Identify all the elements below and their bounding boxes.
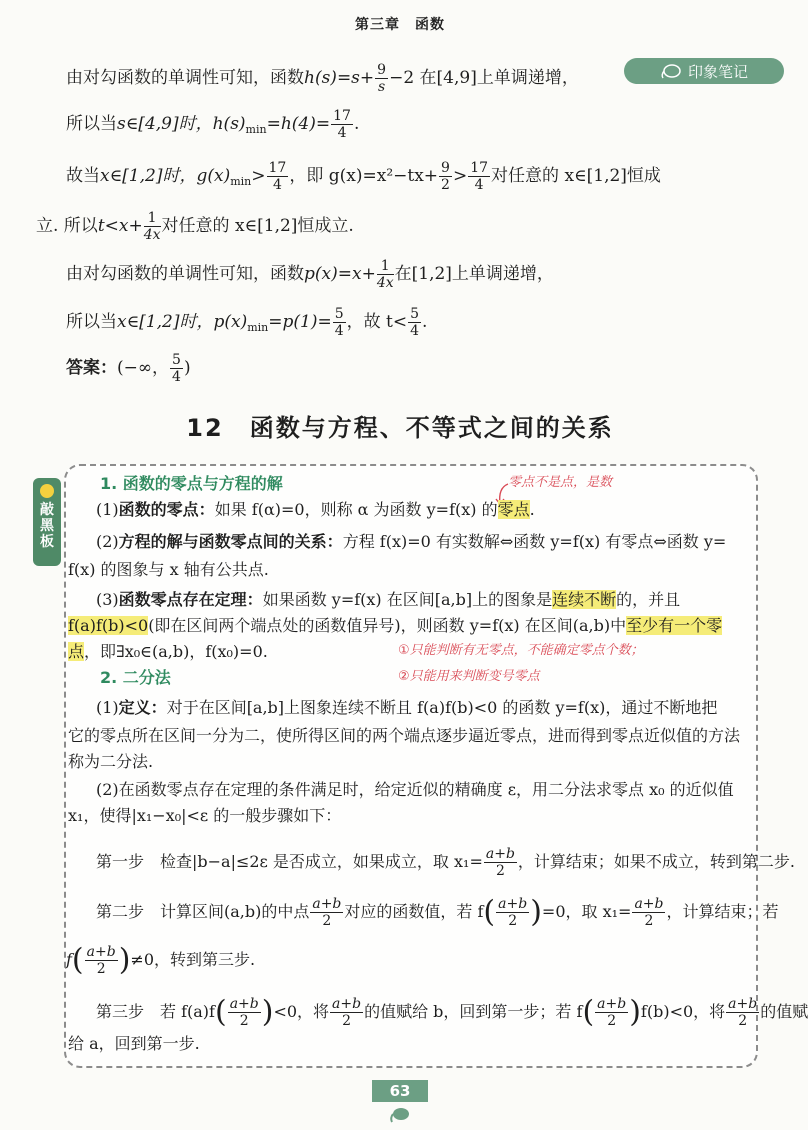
step-1: 第一步 检查|b−a|≤2ε 是否成立，如果成立，取 x₁= $\frac{a+b}{2}$ ，计算结束；如果不成立，转到第二步.: [96, 846, 796, 880]
paragraph-2-cont: f(x) 的图象与 x 轴有公共点.: [68, 560, 269, 579]
solution-line-2: 所以当s∈[4,9]时，$h(s)_{min}=h(4)=$ $\frac{17}{4}$ .: [66, 108, 360, 142]
page-number: 63: [372, 1080, 428, 1102]
answer-line: 答案：(−∞， $\frac{5}{4}$ ): [66, 352, 191, 386]
paragraph-3-cont: f(a)f(b)<0(即在区间两个端点处的函数值异号)，则函数 y=f(x) 在区间(a,b)中至少有一个零: [68, 616, 723, 635]
solution-line-3: 故当x∈[1,2]时，$g(x)_{min}>$ $\frac{17}{4}$ ，即 g(x)=x²−tx+ $\frac{9}{2}$ > $\frac{17}{4}$ 对任意的 x∈[1,2]恒成: [66, 160, 661, 194]
definition-line-3: 称为二分法.: [68, 752, 154, 771]
step-3: 第三步 若 f(a)f( $\frac{a+b}{2}$ )<0，将 $\frac{a+b}{2}$ 的值赋给 b，回到第一步；若 f( $\frac{a+b}{2}$ )f(b)<0，将 $\frac{a+b}{2}$ 的值赋: [96, 994, 808, 1030]
paragraph-3: (3)函数零点存在定理：如果函数 y=f(x) 在区间[a,b]上的图象是连续不断的，并且: [96, 590, 681, 609]
subsection-2-title: 2. 二分法: [100, 668, 171, 687]
brand-label: 印象笔记: [687, 62, 748, 81]
chapter-header: 第三章 函数: [355, 17, 445, 33]
paragraph-3-end: 点，即∃x₀∈(a,b)，f(x₀)=0.: [68, 642, 268, 661]
paragraph-1: (1)函数的零点：如果 f(α)=0，则称 α 为函数 y=f(x) 的零点.: [96, 500, 535, 519]
handwritten-note-1: ①只能判断有无零点，不能确定零点个数；: [398, 643, 644, 658]
elephant-icon: [660, 63, 682, 79]
definition-line-2: 它的零点所在区间一分为二，使所得区间的两个端点逐步逼近零点，进而得到零点近似值的方法: [68, 726, 741, 745]
solution-line-4: 立. 所以t<x+ $\frac{1}{4x}$ 对任意的 x∈[1,2]恒成立.: [36, 210, 354, 244]
handwritten-note-top: 零点不是点，是数: [508, 475, 613, 490]
step-3-cont: 给 a，回到第一步.: [68, 1034, 200, 1053]
brand-badge: [624, 58, 784, 84]
section-title: 12 函数与方程、不等式之间的关系: [186, 414, 614, 442]
tag-char: 黑: [40, 518, 54, 535]
side-tag: [33, 478, 61, 566]
subsection-1-title: 1. 函数的零点与方程的解: [100, 474, 283, 493]
knowledge-box: [64, 464, 758, 1068]
handwritten-note-2: ②只能用来判断变号零点: [398, 669, 540, 684]
solution-line-1: 由对勾函数的单调性可知，函数h(s)=s+ $\frac{9}{s}$ −2 在[4,9]上单调递增，: [66, 62, 579, 96]
definition-line-1: (1)定义：对于在区间[a,b]上图象连续不断且 f(a)f(b)<0 的函数 y=f(x)，通过不断地把: [96, 698, 718, 717]
tag-char: 敲: [40, 502, 54, 518]
paragraph-2: (2)方程的解与函数零点间的关系：方程 f(x)=0 有实数解⇔函数 y=f(x) 有零点⇔函数 y=: [96, 532, 727, 551]
solution-line-5: 由对勾函数的单调性可知，函数p(x)=x+ $\frac{1}{4x}$ 在[1,2]上单调递增，: [66, 258, 554, 292]
step-2-cont: f( $\frac{a+b}{2}$ )≠0，转到第三步.: [66, 942, 256, 978]
solution-line-6: 所以当x∈[1,2]时，$p(x)_{min}=p(1)=$ $\frac{5}{4}$ ，故 t< $\frac{5}{4}$ .: [66, 306, 428, 340]
coin-icon: [40, 484, 54, 498]
steps-intro-2: x₁，使得|x₁−x₀|<ε 的一般步骤如下：: [68, 806, 342, 825]
elephant-footer-icon: [388, 1104, 412, 1124]
tag-char: 板: [40, 534, 54, 551]
steps-intro-1: (2)在函数零点存在定理的条件满足时，给定近似的精确度 ε，用二分法求零点 x₀ 的近似值: [96, 780, 734, 799]
step-2: 第二步 计算区间(a,b)的中点 $\frac{a+b}{2}$ 对应的函数值，若 f( $\frac{a+b}{2}$ )=0，取 x₁= $\frac{a+b}{2}$ ，计算结束；若: [96, 894, 779, 930]
